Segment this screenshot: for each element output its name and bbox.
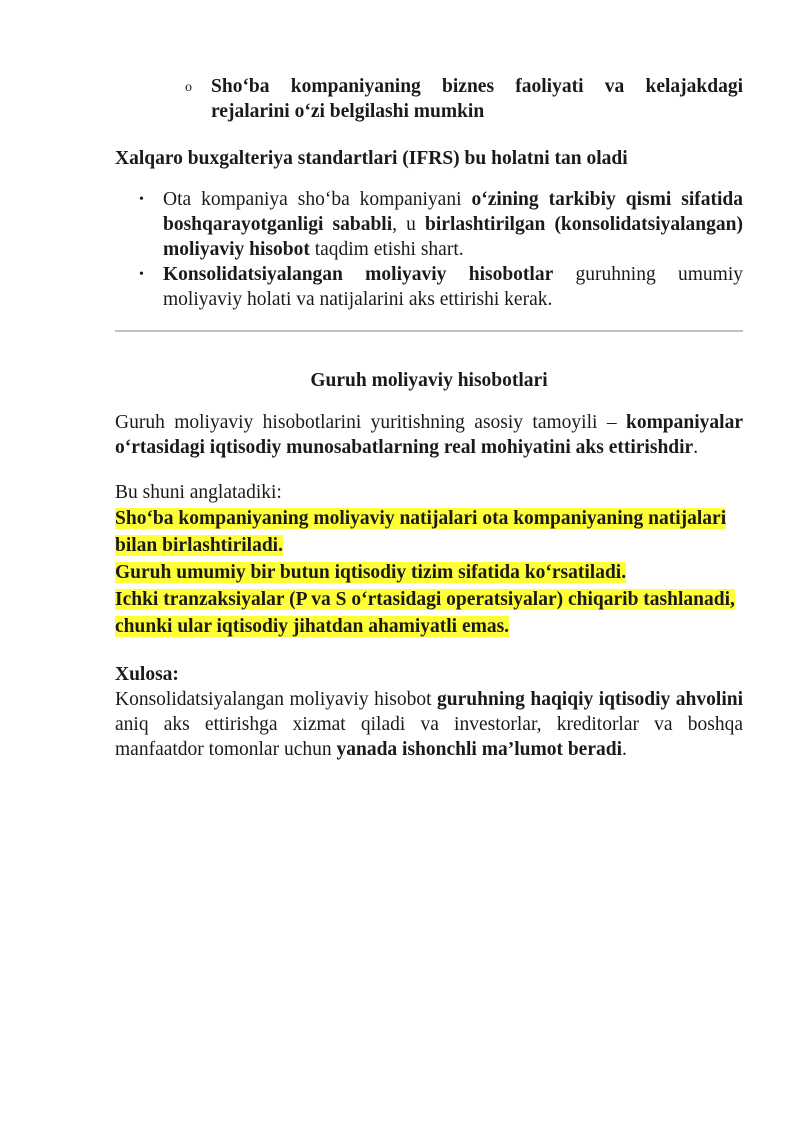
ifrs-statement: Xalqaro buxgalteriya standartlari (IFRS) bu holatni tan oladi [115, 148, 628, 169]
bullet-text: taqdim etishi shart. [309, 239, 464, 260]
bullet-icon: • [139, 267, 144, 282]
highlight-text: Ichki tranzaksiyalar (P va S o‘rtasidagi operatsiyalar) chiqarib tashlanadi, chunki ular iqtisodiy jihatdan ahamiyatli emas. [115, 589, 735, 637]
sub-list-item [115, 74, 743, 124]
principle-text: . [693, 437, 699, 458]
principle-text: Guruh moliyaviy hisobotlarini yuritishning asosiy tamoyili – [115, 412, 626, 433]
document-page [115, 74, 743, 762]
bullet-text: Ota kompaniya sho‘ba kompaniyani [163, 189, 472, 210]
highlight-list [115, 505, 743, 640]
principle-paragraph [115, 410, 743, 460]
bullet-item-consolidation [115, 187, 743, 262]
bullet-text: , u [392, 214, 426, 235]
highlight-text: Sho‘ba kompaniyaning moliyaviy natijalari ota kompaniyaning natijalari bilan birlashtiriladi. [115, 508, 727, 556]
circle-bullet-icon: o [185, 80, 192, 95]
bullet-bold-text: birlashtirilgan (konsolidatsiyalangan) moliyaviy hisobot [163, 214, 743, 260]
sub-item-text: Sho‘ba kompaniyaning biznes faoliyati va kelajakdagi rejalarini o‘zi belgilashi mumkin [211, 76, 743, 122]
bullet-text: guruhning umumiy moliyaviy holati va natijalarini aks ettirishi kerak. [163, 264, 744, 310]
means-intro: Bu shuni anglatadiki: [115, 482, 282, 503]
highlight-item [115, 586, 743, 640]
conclusion-text: Konsolidatsiyalangan moliyaviy hisobot [115, 689, 438, 710]
highlight-text: Guruh umumiy bir butun iqtisodiy tizim sifatida ko‘rsatiladi. [115, 562, 627, 583]
conclusion-bold-text: guruhning haqiqiy iqtisodiy ahvolini [437, 689, 744, 710]
highlight-item [115, 559, 743, 586]
highlight-item [115, 505, 743, 559]
conclusion-text: . [622, 739, 627, 760]
horizontal-divider [115, 330, 743, 332]
bullet-item-reports [115, 262, 743, 312]
principle-bold-text: kompaniyalar o‘rtasidagi iqtisodiy munosabatlarning real mohiyatini aks ettirishdir [115, 412, 743, 458]
conclusion-text: aniq aks ettirishga xizmat qiladi va investorlar, kreditorlar va boshqa manfaatdor tomonlar uchun [115, 714, 743, 760]
bullet-bold-text: Konsolidatsiyalangan moliyaviy hisobotlar [163, 264, 554, 285]
bullet-icon: • [139, 192, 144, 207]
conclusion-paragraph [115, 687, 743, 762]
conclusion-label: Xulosa: [115, 664, 179, 685]
conclusion-bold-text: yanada ishonchli ma’lumot beradi [336, 739, 622, 760]
section-title: Guruh moliyaviy hisobotlari [310, 370, 548, 391]
bullet-list [115, 187, 743, 312]
bullet-bold-text: o‘zining tarkibiy qismi sifatida boshqarayotganligi sababli [163, 189, 743, 235]
